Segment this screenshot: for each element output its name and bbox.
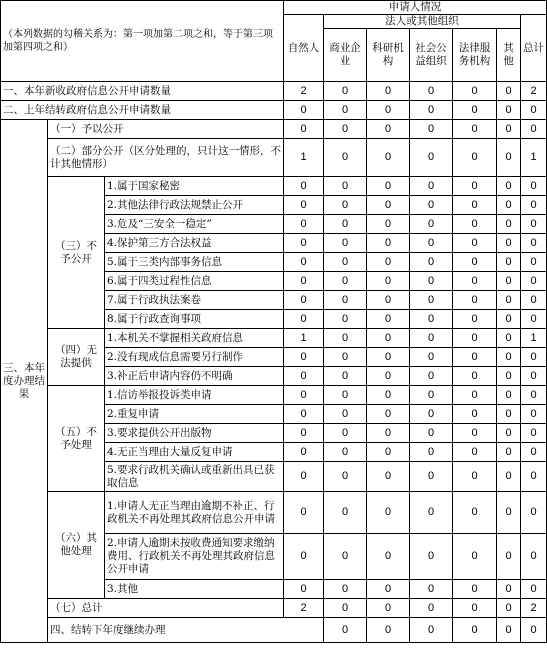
cell-value: 0 (367, 234, 410, 253)
header-total: 总计 (521, 15, 547, 82)
row-label: 5.要求行政机关确认或重新出具已获取信息 (105, 462, 284, 492)
cell-value: 0 (497, 310, 521, 329)
cell-value: 0 (521, 101, 547, 120)
cell-value: 0 (324, 599, 367, 618)
cell-value: 0 (453, 462, 497, 492)
cell-value: 0 (284, 462, 324, 492)
cell-value: 0 (497, 348, 521, 367)
cell-value: 0 (497, 82, 521, 101)
cell-value: 0 (497, 329, 521, 348)
row-label: 2.其他法律行政法规禁止公开 (105, 196, 284, 215)
cell-value: 0 (453, 424, 497, 443)
cell-value: 0 (410, 272, 453, 291)
cell-value: 0 (324, 534, 367, 580)
cell-value: 0 (453, 291, 497, 310)
header-social-welfare: 社会公益组织 (410, 29, 453, 82)
cell-value: 0 (367, 348, 410, 367)
cell-value: 0 (324, 386, 367, 405)
table-row (1, 386, 547, 405)
table-row (1, 101, 547, 120)
table-row (1, 177, 547, 196)
row-label: 3.危及“三安全一稳定” (105, 215, 284, 234)
refuse-group-label: （三）不予公开 (48, 177, 105, 329)
cell-value: 0 (453, 120, 497, 139)
cell-value: 0 (410, 234, 453, 253)
cell-value: 0 (453, 234, 497, 253)
row-label: 4.无正当理由大量反复申请 (105, 443, 284, 462)
cell-value: 0 (410, 580, 453, 599)
cell-value: 0 (497, 492, 521, 534)
cell-value: 0 (497, 215, 521, 234)
cell-value: 0 (453, 101, 497, 120)
cell-value: 0 (497, 291, 521, 310)
cell-value: 0 (453, 82, 497, 101)
table-row (1, 599, 547, 618)
cell-value: 0 (367, 405, 410, 424)
cell-value: 2 (284, 82, 324, 101)
cell-value: 0 (521, 177, 547, 196)
cell-value: 0 (453, 618, 497, 643)
cell-value: 0 (453, 599, 497, 618)
cell-value: 0 (284, 234, 324, 253)
cell-value: 0 (521, 120, 547, 139)
cell-value: 0 (521, 492, 547, 534)
cell-value: 0 (521, 367, 547, 386)
cell-value: 0 (453, 443, 497, 462)
cell-value: 0 (521, 291, 547, 310)
table-row (1, 120, 547, 139)
cell-value: 0 (521, 443, 547, 462)
cell-value: 0 (324, 348, 367, 367)
cell-value: 0 (410, 534, 453, 580)
cell-value: 0 (324, 310, 367, 329)
cell-value: 0 (497, 367, 521, 386)
cell-value: 0 (284, 367, 324, 386)
cell-value: 0 (324, 492, 367, 534)
row-label: 3.其他 (105, 580, 284, 599)
cell-value: 0 (453, 492, 497, 534)
cell-value: 0 (497, 139, 521, 177)
cell-value: 0 (410, 177, 453, 196)
cell-value: 0 (367, 101, 410, 120)
cell-value: 0 (367, 215, 410, 234)
cell-value: 0 (284, 443, 324, 462)
cell-value: 0 (367, 82, 410, 101)
cell-value: 0 (497, 443, 521, 462)
cell-value: 0 (367, 599, 410, 618)
row-label: 四、结转下年度继续办理 (48, 618, 324, 643)
cell-value: 0 (410, 329, 453, 348)
cell-value: 0 (324, 462, 367, 492)
cell-value: 0 (367, 272, 410, 291)
cell-value: 0 (497, 462, 521, 492)
cell-value: 0 (367, 139, 410, 177)
row-label: 1.信访举报投诉类申请 (105, 386, 284, 405)
cell-value: 0 (497, 234, 521, 253)
cell-value: 0 (324, 367, 367, 386)
cell-value: 0 (284, 196, 324, 215)
cell-value: 0 (410, 101, 453, 120)
cell-value: 0 (497, 405, 521, 424)
cell-value: 0 (410, 492, 453, 534)
table-row (1, 618, 547, 643)
cell-value: 0 (367, 310, 410, 329)
cell-value: 0 (324, 272, 367, 291)
cell-value: 0 (410, 120, 453, 139)
row-label: （二）部分公开（区分处理的，只计这一情形，不计其他情形） (48, 139, 284, 177)
cell-value: 2 (521, 599, 547, 618)
cell-value: 0 (410, 139, 453, 177)
cell-value: 0 (453, 253, 497, 272)
row-label: 二、上年结转政府信息公开申请数量 (1, 101, 284, 120)
cell-value: 0 (521, 424, 547, 443)
header-research: 科研机构 (367, 29, 410, 82)
cell-value: 0 (453, 215, 497, 234)
cell-value: 0 (497, 120, 521, 139)
cell-value: 0 (410, 618, 453, 643)
cell-value: 0 (284, 534, 324, 580)
cell-value: 0 (521, 618, 547, 643)
cell-value: 0 (497, 272, 521, 291)
row-label: 3.要求提供公开出版物 (105, 424, 284, 443)
header-legal-service: 法律服务机构 (453, 29, 497, 82)
cell-value: 0 (521, 462, 547, 492)
cell-value: 0 (284, 310, 324, 329)
cell-value: 0 (284, 253, 324, 272)
cell-value: 0 (367, 462, 410, 492)
cell-value: 0 (497, 386, 521, 405)
cell-value: 0 (410, 424, 453, 443)
cell-value: 0 (367, 196, 410, 215)
cell-value: 2 (521, 82, 547, 101)
cell-value: 0 (324, 215, 367, 234)
cell-value: 0 (497, 618, 521, 643)
table-row (1, 329, 547, 348)
cell-value: 0 (521, 534, 547, 580)
cell-value: 0 (521, 253, 547, 272)
cell-value: 0 (497, 599, 521, 618)
cell-value: 0 (367, 492, 410, 534)
row-label: 2.申请人逾期未按收费通知要求缴纳费用、行政机关不再处理其政府信息公开申请 (105, 534, 284, 580)
cell-value: 0 (324, 82, 367, 101)
row-label: 一、本年新收政府信息公开申请数量 (1, 82, 284, 101)
cell-value: 1 (284, 139, 324, 177)
table-row (1, 139, 547, 177)
cell-value: 0 (410, 367, 453, 386)
cell-value: 0 (284, 386, 324, 405)
cell-value: 0 (324, 329, 367, 348)
cell-value: 0 (324, 443, 367, 462)
cell-value: 0 (453, 139, 497, 177)
cell-value: 0 (453, 348, 497, 367)
cell-value: 0 (367, 424, 410, 443)
cell-value: 0 (410, 310, 453, 329)
cell-value: 0 (497, 424, 521, 443)
cell-value: 0 (324, 424, 367, 443)
cell-value: 0 (324, 101, 367, 120)
row-label: 2.重复申请 (105, 405, 284, 424)
cell-value: 0 (367, 386, 410, 405)
table-row (1, 492, 547, 534)
cell-value: 0 (410, 348, 453, 367)
cell-value: 0 (453, 534, 497, 580)
other-handling-group-label: （六）其他处理 (48, 492, 105, 599)
cell-value: 0 (367, 253, 410, 272)
cell-value: 0 (497, 580, 521, 599)
cell-value: 0 (410, 196, 453, 215)
cell-value: 0 (410, 215, 453, 234)
row-label: 1.属于国家秘密 (105, 177, 284, 196)
row-label: 6.属于四类过程性信息 (105, 272, 284, 291)
cell-value: 0 (410, 599, 453, 618)
cell-value: 0 (324, 405, 367, 424)
cell-value: 0 (324, 291, 367, 310)
cell-value: 0 (410, 462, 453, 492)
unable-group-label: （四）无法提供 (48, 329, 105, 386)
cell-value: 0 (367, 291, 410, 310)
cell-value: 0 (453, 386, 497, 405)
cell-value: 0 (521, 215, 547, 234)
header-commercial: 商业企业 (324, 29, 367, 82)
cell-value: 0 (453, 272, 497, 291)
cell-value: 0 (367, 580, 410, 599)
row-label: （一）予以公开 (48, 120, 284, 139)
cell-value: 0 (521, 272, 547, 291)
row-label: （七）总计 (48, 599, 284, 618)
cell-value: 0 (324, 196, 367, 215)
cell-value: 0 (453, 329, 497, 348)
row-label: 7.属于行政执法案卷 (105, 291, 284, 310)
cell-value: 0 (367, 367, 410, 386)
cell-value: 1 (521, 329, 547, 348)
header-natural-person: 自然人 (284, 15, 324, 82)
cell-value: 0 (324, 139, 367, 177)
cell-value: 0 (453, 196, 497, 215)
cell-value: 0 (284, 424, 324, 443)
section-three-label: 三、本年度办理结果 (1, 120, 48, 643)
header-note: （本列数据的勾稽关系为：第一项加第二项之和，等于第三项加第四项之和） (1, 1, 284, 82)
row-label: 5.属于三类内部事务信息 (105, 253, 284, 272)
row-label: 1.申请人无正当理由逾期不补正、行政机关不再处理其政府信息公开申请 (105, 492, 284, 534)
cell-value: 0 (521, 580, 547, 599)
cell-value: 0 (497, 534, 521, 580)
cell-value: 0 (453, 177, 497, 196)
cell-value: 0 (497, 253, 521, 272)
cell-value: 0 (521, 234, 547, 253)
header-legal-entities: 法人或其他组织 (324, 15, 521, 29)
cell-value: 0 (284, 405, 324, 424)
cell-value: 0 (453, 580, 497, 599)
cell-value: 0 (324, 120, 367, 139)
cell-value: 1 (284, 329, 324, 348)
cell-value: 0 (324, 253, 367, 272)
cell-value: 2 (284, 599, 324, 618)
cell-value: 0 (367, 120, 410, 139)
row-label: 4.保护第三方合法权益 (105, 234, 284, 253)
cell-value: 0 (453, 310, 497, 329)
row-label: 8.属于行政查询事项 (105, 310, 284, 329)
header-applicant-situation: 申请人情况 (284, 1, 547, 15)
cell-value: 0 (284, 348, 324, 367)
cell-value: 0 (453, 405, 497, 424)
cell-value: 0 (521, 310, 547, 329)
cell-value: 0 (324, 618, 367, 643)
cell-value: 0 (367, 534, 410, 580)
cell-value: 0 (367, 329, 410, 348)
cell-value: 0 (284, 215, 324, 234)
row-label: 1.本机关不掌握相关政府信息 (105, 329, 284, 348)
cell-value: 0 (284, 272, 324, 291)
cell-value: 0 (410, 443, 453, 462)
cell-value: 0 (324, 580, 367, 599)
cell-value: 0 (410, 386, 453, 405)
cell-value: 0 (521, 386, 547, 405)
cell-value: 0 (453, 367, 497, 386)
cell-value: 0 (521, 348, 547, 367)
cell-value: 0 (284, 291, 324, 310)
cell-value: 0 (410, 405, 453, 424)
cell-value: 0 (497, 177, 521, 196)
cell-value: 0 (284, 101, 324, 120)
cell-value: 0 (410, 253, 453, 272)
cell-value: 0 (410, 291, 453, 310)
cell-value: 0 (367, 443, 410, 462)
header-other: 其他 (497, 29, 521, 82)
cell-value: 0 (497, 101, 521, 120)
cell-value: 0 (284, 580, 324, 599)
cell-value: 0 (367, 177, 410, 196)
cell-value: 0 (367, 618, 410, 643)
table-row (1, 82, 547, 101)
cell-value: 0 (324, 234, 367, 253)
not-handled-group-label: （五）不予处理 (48, 386, 105, 492)
row-label: 2.没有现成信息需要另行制作 (105, 348, 284, 367)
cell-value: 1 (521, 139, 547, 177)
cell-value: 0 (284, 492, 324, 534)
cell-value: 0 (284, 177, 324, 196)
cell-value: 0 (284, 120, 324, 139)
cell-value: 0 (521, 405, 547, 424)
cell-value: 0 (324, 177, 367, 196)
cell-value: 0 (521, 196, 547, 215)
cell-value: 0 (497, 196, 521, 215)
row-label: 3.补正后申请内容仍不明确 (105, 367, 284, 386)
cell-value: 0 (410, 82, 453, 101)
